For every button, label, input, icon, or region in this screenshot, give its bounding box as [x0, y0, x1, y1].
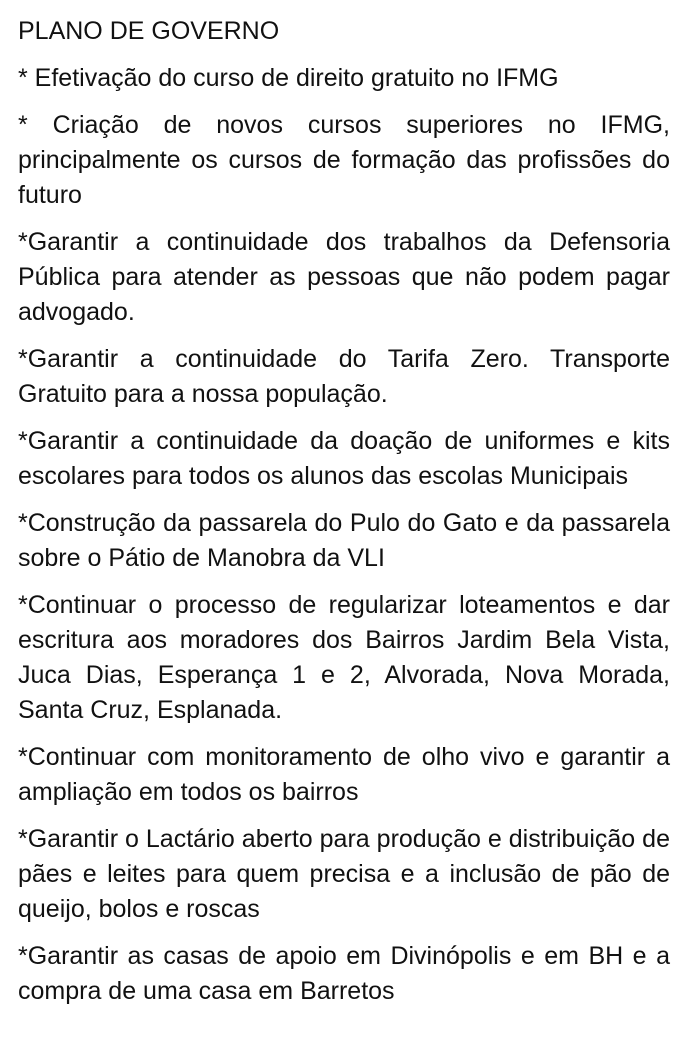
- document-title: PLANO DE GOVERNO: [18, 17, 280, 45]
- plan-item-5: *Garantir a continuidade da doação de uniformes e kits escolares para todos os alunos das escolas Municipais: [18, 427, 670, 490]
- plan-item-3: *Garantir a continuidade dos trabalhos da Defensoria Pública para atender as pessoas que não podem pagar advogado.: [18, 228, 670, 326]
- plan-item-2: * Criação de novos cursos superiores no IFMG, principalmente os cursos de formação das profissões do futuro: [18, 111, 670, 209]
- plan-item-4: *Garantir a continuidade do Tarifa Zero. Transporte Gratuito para a nossa população.: [18, 345, 670, 408]
- plan-item-10: *Garantir as casas de apoio em Divinópolis e em BH e a compra de uma casa em Barretos: [18, 942, 670, 1005]
- document-page: [18, 14, 670, 1021]
- plan-item-1: * Efetivação do curso de direito gratuito no IFMG: [18, 64, 559, 92]
- plan-item-9: *Garantir o Lactário aberto para produção e distribuição de pães e leites para quem precisa e a inclusão de pão de queijo, bolos e roscas: [18, 825, 670, 923]
- plan-item-8: *Continuar com monitoramento de olho vivo e garantir a ampliação em todos os bairros: [18, 743, 670, 806]
- plan-item-6: *Construção da passarela do Pulo do Gato e da passarela sobre o Pátio de Manobra da VLI: [18, 509, 670, 572]
- plan-item-7: *Continuar o processo de regularizar loteamentos e dar escritura aos moradores dos Bairros Jardim Bela Vista, Juca Dias, Esperança 1 e 2, Alvorada, Nova Morada, Santa Cruz, Esplanada.: [18, 591, 670, 724]
